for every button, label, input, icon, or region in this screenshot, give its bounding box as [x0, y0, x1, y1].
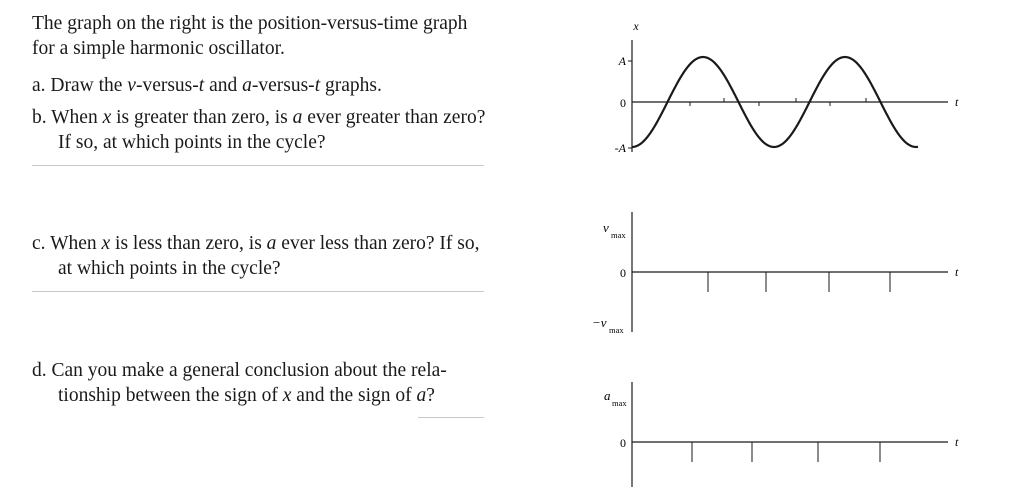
var-t: t	[314, 75, 321, 96]
question-b-text: ever greater than zero?	[302, 107, 486, 128]
acceleration-graph	[604, 382, 959, 487]
question-c-text: ever less than zero? If so,	[276, 233, 480, 254]
question-c-text: is less than zero, is	[110, 233, 267, 254]
amax-label: a	[604, 388, 611, 403]
question-d-text: Can you make a general conclusion about the rela-	[51, 360, 447, 381]
amax-subscript: max	[612, 398, 627, 408]
question-a-text: Draw the	[50, 75, 128, 96]
var-x: x	[102, 107, 112, 128]
question-d-marker: d.	[32, 360, 47, 381]
question-b-text: When	[51, 107, 103, 128]
t-axis-label: t	[955, 95, 959, 109]
var-a: a	[416, 385, 427, 406]
question-d-text: ?	[426, 385, 435, 406]
var-t: t	[198, 75, 205, 96]
var-v: v	[127, 75, 136, 96]
question-d-text: and the sign of	[291, 385, 417, 406]
var-x: x	[282, 385, 292, 406]
var-x: x	[101, 233, 111, 254]
intro-line-2: for a simple harmonic oscillator.	[32, 38, 285, 59]
question-a-marker: a.	[32, 75, 46, 96]
intro-line-1: The graph on the right is the position-versus-time graph	[32, 13, 468, 34]
question-c-text: When	[50, 233, 102, 254]
tick-label-0: 0	[620, 96, 626, 110]
a-zero-label: 0	[620, 436, 626, 450]
neg-vmax-subscript: max	[609, 325, 624, 335]
v-zero-label: 0	[620, 266, 626, 280]
tick-label-A: A	[618, 54, 626, 68]
question-b-marker: b.	[32, 107, 47, 128]
question-a-text: -versus-	[135, 75, 199, 96]
v-t-label: t	[955, 265, 959, 279]
neg-vmax-label: −v	[592, 315, 607, 330]
tick-label-neg-A: -A	[614, 141, 626, 155]
position-graph	[615, 19, 959, 155]
velocity-graph	[592, 212, 959, 335]
x-axis-label: x	[633, 19, 639, 33]
vmax-label: v	[603, 220, 609, 235]
question-a-text: graphs.	[320, 75, 382, 96]
question-a-text: -versus-	[251, 75, 315, 96]
vmax-subscript: max	[611, 230, 626, 240]
var-a: a	[292, 107, 303, 128]
question-c-line-2: at which points in the cycle?	[58, 258, 281, 279]
question-b-text: is greater than zero, is	[111, 107, 293, 128]
var-a: a	[242, 75, 252, 96]
a-t-label: t	[955, 435, 959, 449]
var-a: a	[266, 233, 277, 254]
question-d-text: tionship between the sign of	[58, 385, 283, 406]
question-b-line-2: If so, at which points in the cycle?	[58, 132, 326, 153]
question-a-text: and	[204, 75, 243, 96]
question-c-marker: c.	[32, 233, 46, 254]
